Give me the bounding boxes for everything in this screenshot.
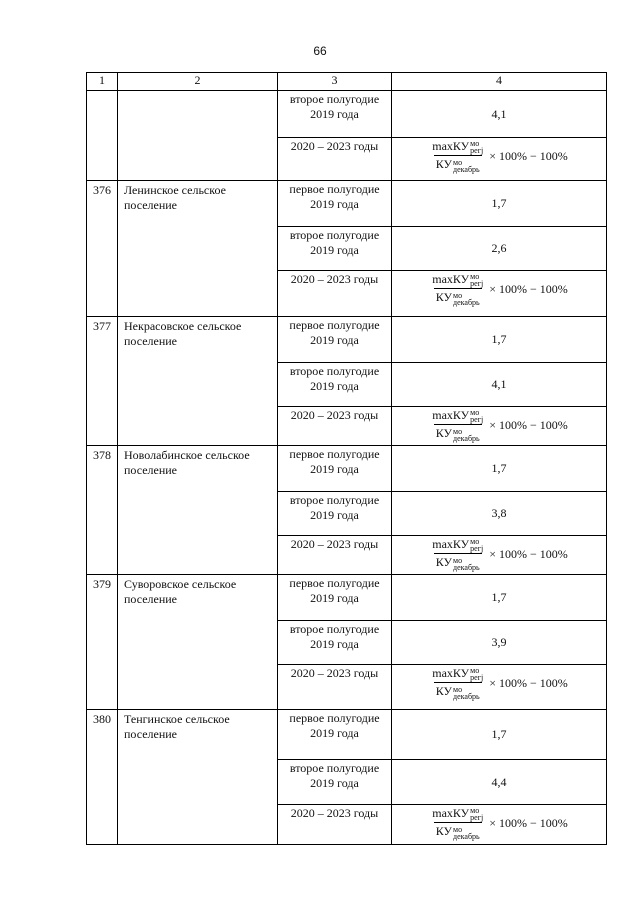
formula-cell <box>392 138 607 181</box>
value-cell: 1,7 <box>392 317 607 363</box>
table-row <box>87 710 607 760</box>
period-cell: второе полугодие 2019 года <box>278 91 392 138</box>
formula <box>392 805 606 840</box>
formula-fraction <box>430 538 485 571</box>
period-cell: первое полугодие 2019 года <box>278 710 392 760</box>
value-cell: 3,8 <box>392 492 607 536</box>
period-cell: второе полугодие 2019 года <box>278 363 392 407</box>
formula-fraction <box>430 140 485 173</box>
table-row <box>87 91 607 138</box>
formula-tail: × 100% − 100% <box>489 281 568 296</box>
formula-fraction <box>430 409 485 442</box>
table-row <box>87 446 607 492</box>
formula-cell <box>392 271 607 317</box>
period-cell: 2020 – 2023 годы <box>278 271 392 317</box>
value-cell: 1,7 <box>392 575 607 621</box>
period-cell: первое полугодие 2019 года <box>278 446 392 492</box>
name-cell <box>118 91 278 181</box>
settlement-name: Ленинское сельское поселение <box>118 181 278 317</box>
value-cell: 1,7 <box>392 446 607 492</box>
table-row <box>87 575 607 621</box>
formula-numerator: maxКУ мо регj <box>432 408 484 425</box>
header-cell-4: 4 <box>392 73 607 91</box>
formula-cell <box>392 407 607 446</box>
page-number: 66 <box>313 44 327 58</box>
formula-fraction <box>430 807 485 840</box>
settlement-name: Некрасовское сельское поселение <box>118 317 278 446</box>
formula-cell <box>392 536 607 575</box>
formula-tail: × 100% − 100% <box>489 675 568 690</box>
formula <box>392 138 606 173</box>
formula-tail: × 100% − 100% <box>489 815 568 830</box>
period-cell: второе полугодие 2019 года <box>278 227 392 271</box>
header-cell-3: 3 <box>278 73 392 91</box>
row-number: 378 <box>87 446 118 575</box>
period-cell: 2020 – 2023 годы <box>278 138 392 181</box>
formula-tail: × 100% − 100% <box>489 148 568 163</box>
period-cell: 2020 – 2023 годы <box>278 805 392 845</box>
data-table <box>86 72 607 845</box>
value-cell: 1,7 <box>392 710 607 760</box>
period-cell: 2020 – 2023 годы <box>278 407 392 446</box>
formula <box>392 665 606 700</box>
period-cell: первое полугодие 2019 года <box>278 575 392 621</box>
formula-numerator: maxКУ мо регj <box>432 139 484 156</box>
row-number: 376 <box>87 181 118 317</box>
formula <box>392 407 606 442</box>
formula-denominator: КУ мо декабрь <box>435 157 480 174</box>
value-cell: 3,9 <box>392 621 607 665</box>
formula-numerator: maxКУ мо регj <box>432 806 484 823</box>
formula <box>392 536 606 571</box>
value-cell: 4,1 <box>392 363 607 407</box>
period-cell: первое полугодие 2019 года <box>278 181 392 227</box>
formula <box>392 271 606 306</box>
formula-numerator: maxКУ мо регj <box>432 666 484 683</box>
row-number: 380 <box>87 710 118 845</box>
formula-denominator: КУ мо декабрь <box>435 555 480 572</box>
table-row <box>87 317 607 363</box>
num-cell <box>87 91 118 181</box>
settlement-name: Суворовское сельское поселение <box>118 575 278 710</box>
formula-cell <box>392 665 607 710</box>
period-cell: 2020 – 2023 годы <box>278 665 392 710</box>
value-cell: 2,6 <box>392 227 607 271</box>
formula-cell <box>392 805 607 845</box>
formula-fraction <box>430 273 485 306</box>
row-number: 379 <box>87 575 118 710</box>
value-cell: 1,7 <box>392 181 607 227</box>
formula-denominator: КУ мо декабрь <box>435 426 480 443</box>
formula-tail: × 100% − 100% <box>489 546 568 561</box>
header-row <box>87 73 607 91</box>
period-cell: первое полугодие 2019 года <box>278 317 392 363</box>
formula-numerator: maxКУ мо регj <box>432 272 484 289</box>
header-cell-1: 1 <box>87 73 118 91</box>
row-number: 377 <box>87 317 118 446</box>
settlement-name: Тенгинское сельское поселение <box>118 710 278 845</box>
value-cell: 4,1 <box>392 91 607 138</box>
formula-denominator: КУ мо декабрь <box>435 684 480 701</box>
period-cell: 2020 – 2023 годы <box>278 536 392 575</box>
period-cell: второе полугодие 2019 года <box>278 760 392 805</box>
settlement-name: Новолабинское сельское поселение <box>118 446 278 575</box>
period-cell: второе полугодие 2019 года <box>278 621 392 665</box>
table-row <box>87 181 607 227</box>
formula-fraction <box>430 667 485 700</box>
formula-denominator: КУ мо декабрь <box>435 824 480 841</box>
formula-tail: × 100% − 100% <box>489 417 568 432</box>
formula-denominator: КУ мо декабрь <box>435 290 480 307</box>
period-cell: второе полугодие 2019 года <box>278 492 392 536</box>
header-cell-2: 2 <box>118 73 278 91</box>
formula-numerator: maxКУ мо регj <box>432 537 484 554</box>
value-cell: 4,4 <box>392 760 607 805</box>
